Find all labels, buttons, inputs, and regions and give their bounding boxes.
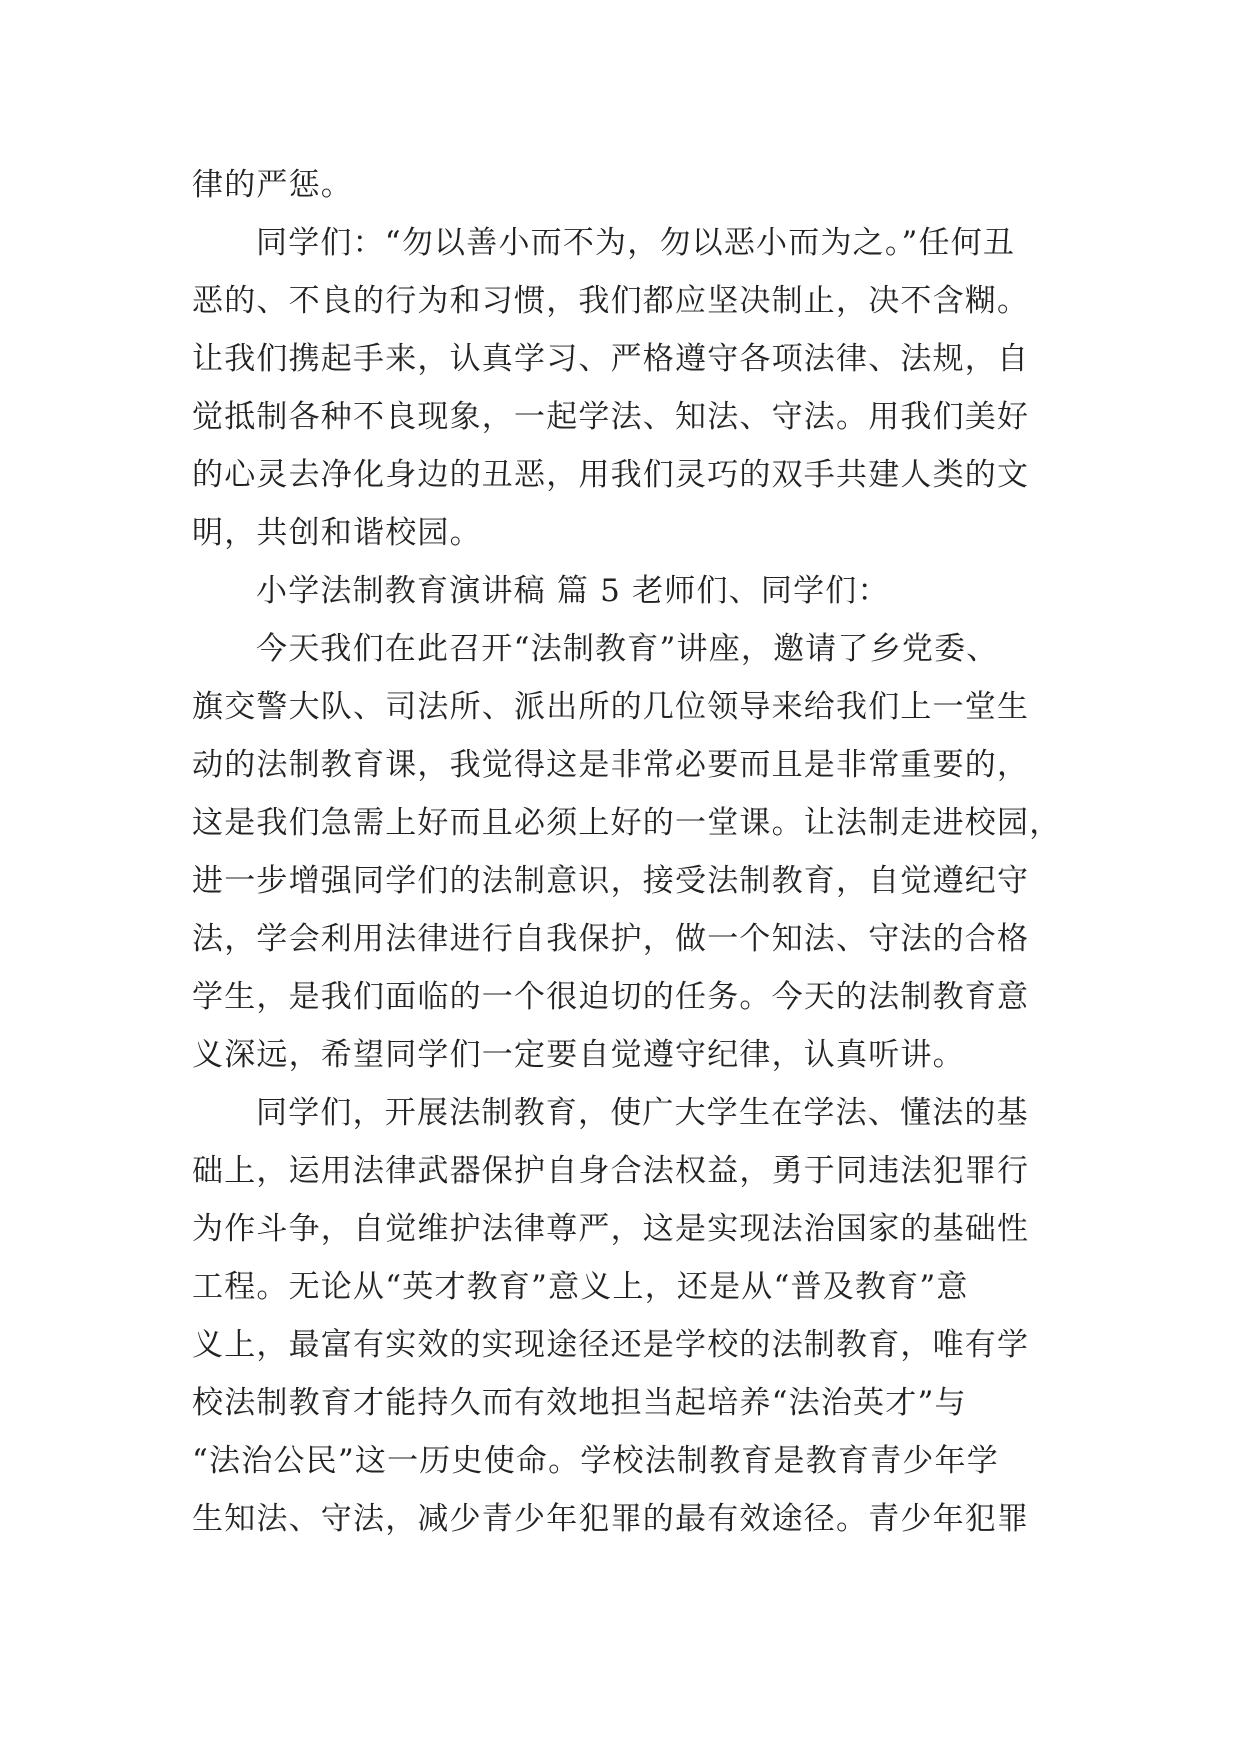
text-line: 校法制教育才能持久而有效地担当起培养“法治英才”与 [192, 1385, 967, 1421]
document-body [192, 156, 1072, 1548]
text-line: “法治公民”这一历史使命。学校法制教育是教育青少年学 [192, 1443, 999, 1479]
text-line: 旗交警大队、司法所、派出所的几位领导来给我们上一堂生 [192, 689, 1030, 725]
text-line: 这是我们急需上好而且必须上好的一堂课。让法制走进校园， [192, 805, 1062, 841]
text-line: 工程。无论从“英才教育”意义上，还是从“普及教育”意 [192, 1269, 969, 1305]
text-line: 为作斗争，自觉维护法律尊严，这是实现法治国家的基础性 [192, 1211, 1030, 1247]
text-line: 小学法制教育演讲稿 篇 5 老师们、同学们： [256, 573, 890, 609]
text-line: 的心灵去净化身边的丑恶，用我们灵巧的双手共建人类的文 [192, 457, 1030, 493]
text-line: 今天我们在此召开“法制教育”讲座，邀请了乡党委、 [256, 631, 999, 667]
text-line: 础上，运用法律武器保护自身合法权益，勇于同违法犯罪行 [192, 1153, 1030, 1189]
text-line: 让我们携起手来，认真学习、严格遵守各项法律、法规，自 [192, 341, 1030, 377]
text-line: 义上，最富有实效的实现途径还是学校的法制教育，唯有学 [192, 1327, 1030, 1363]
text-line: 律的严惩。 [192, 167, 353, 203]
text-line: 觉抵制各种不良现象，一起学法、知法、守法。用我们美好 [192, 399, 1030, 435]
text-line: 学生，是我们面临的一个很迫切的任务。今天的法制教育意 [192, 979, 1030, 1015]
text-line: 进一步增强同学们的法制意识，接受法制教育，自觉遵纪守 [192, 863, 1030, 899]
text-line: 动的法制教育课，我觉得这是非常必要而且是非常重要的， [192, 747, 1030, 783]
text-line: 同学们：“勿以善小而不为，勿以恶小而为之。”任何丑 [256, 225, 1016, 261]
text-line: 义深远，希望同学们一定要自觉遵守纪律，认真听讲。 [192, 1037, 965, 1073]
text-line: 同学们，开展法制教育，使广大学生在学法、懂法的基 [256, 1095, 1029, 1131]
text-line: 明，共创和谐校园。 [192, 515, 482, 551]
text-line: 恶的、不良的行为和习惯，我们都应坚决制止，决不含糊。 [192, 283, 1030, 319]
text-line: 法，学会利用法律进行自我保护，做一个知法、守法的合格 [192, 921, 1030, 957]
text-line: 生知法、守法，减少青少年犯罪的最有效途径。青少年犯罪 [192, 1501, 1030, 1537]
